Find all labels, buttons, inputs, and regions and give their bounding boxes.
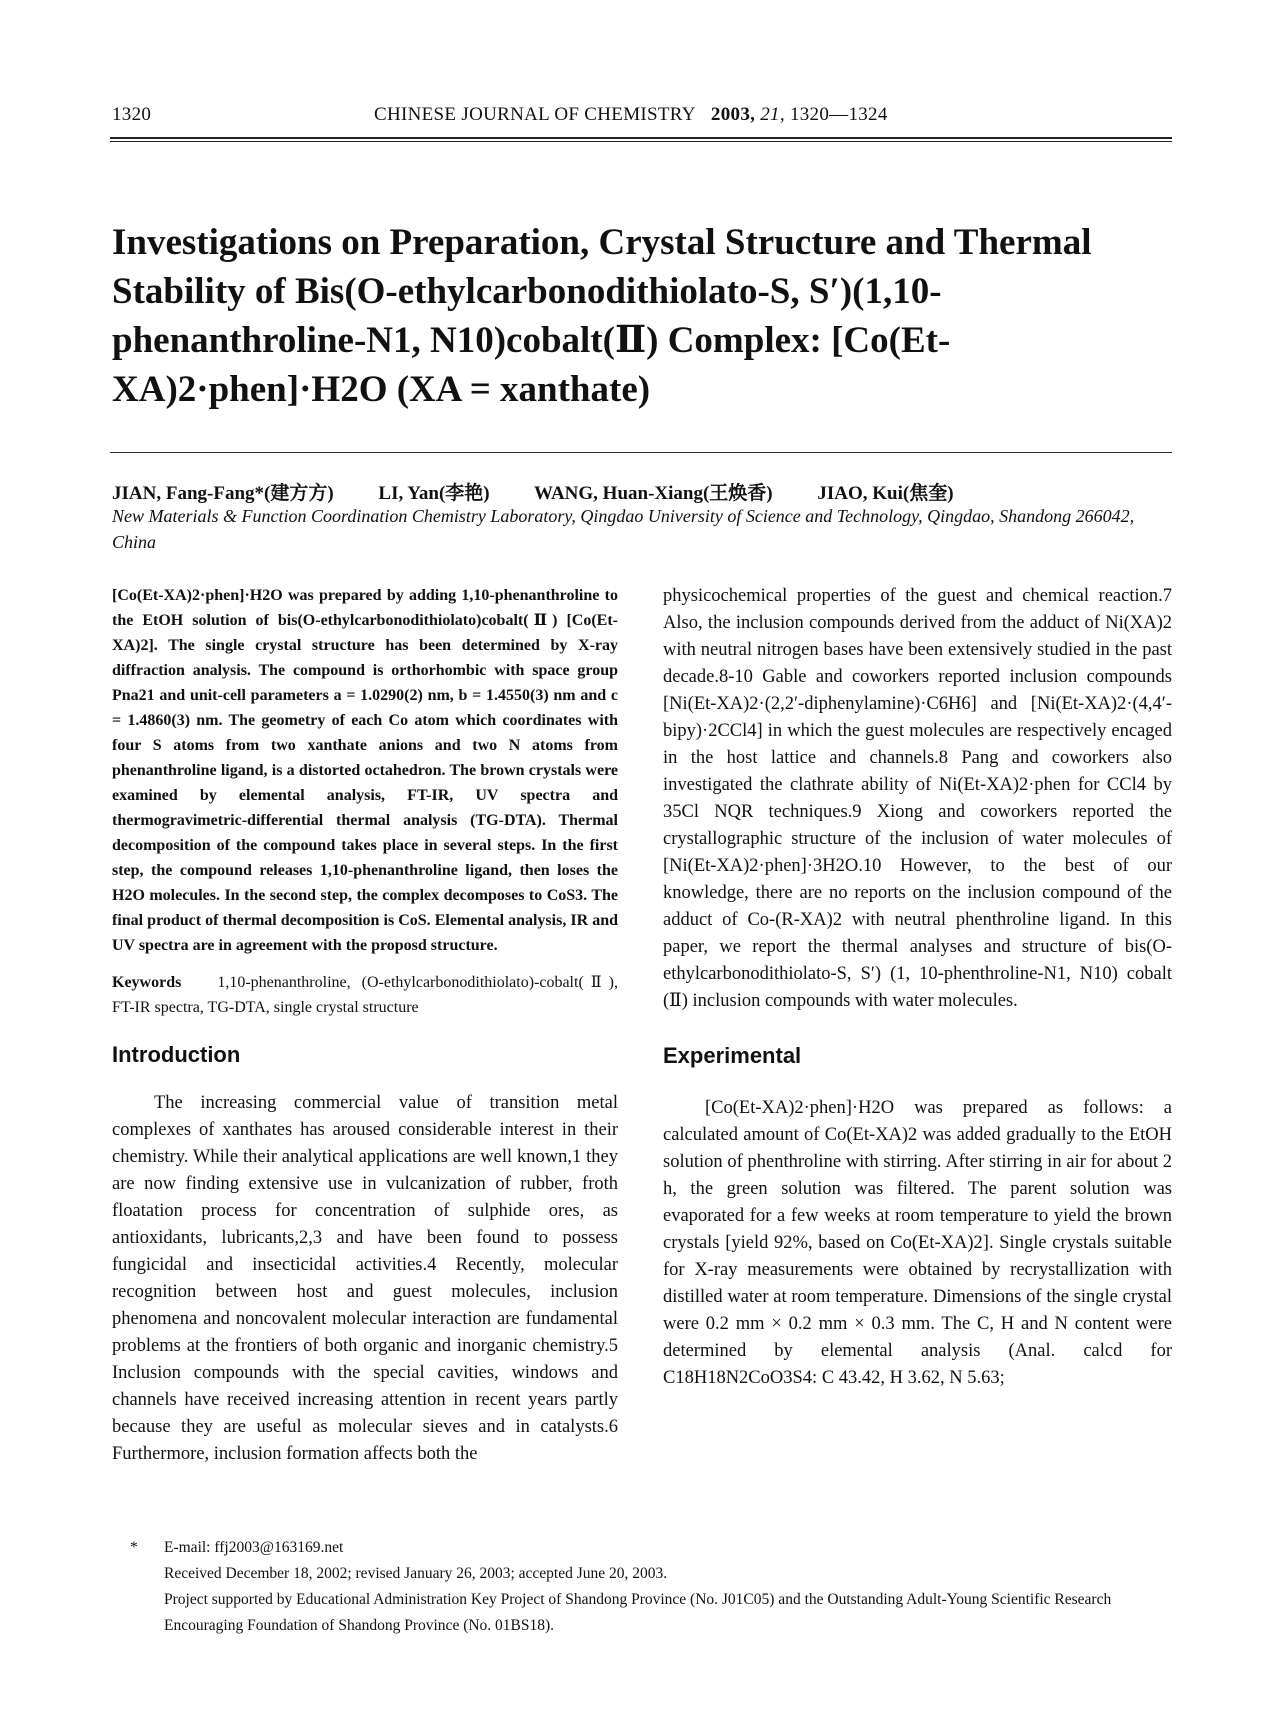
article-title: Investigations on Preparation, Crystal Structure and Thermal Stability of Bis(O-ethylcarbonodithiolato-S, S′)(1,10-phenanthroline-N1, N10)cobalt(Ⅱ) Complex: [Co(Et-XA)2·phen]·H2O (XA = xanthate) — [112, 222, 1092, 410]
footnote-funding: Project supported by Educational Administration Key Project of Shandong Province (No. J01C05) and the Outstanding Adult-Young Scientific Research Encouraging Foundation of Shandong Province (No. 01BS18). — [164, 1591, 1112, 1634]
corresponding-email: E-mail: ffj2003@163169.net — [164, 1539, 344, 1556]
footnote-star: * — [130, 1539, 138, 1556]
introduction-paragraph: The increasing commercial value of transition metal complexes of xanthates has aroused considerable interest in their chemistry. While their analytical applications are well known,1 they are now finding extensive use in vulcanization of rubber, froth floatation process for concentration of sulphide ores, as antioxidants, lubricants,2,3 and have been found to possess fungicidal and insecticidal activities.4 Recently, molecular recognition between host and guest molecules, inclusion phenomena and noncovalent molecular interaction are fundamental problems at the frontiers of both organic and inorganic chemistry.5 Inclusion compounds with the special cavities, windows and channels have received increasing attention in recent years partly because they are useful as molecular sieves and in catalysts.6 Furthermore, inclusion formation affects both the — [112, 1093, 618, 1464]
author-list — [112, 478, 1172, 505]
journal-volume: 21, — [760, 104, 785, 125]
author-affiliation: New Materials & Function Coordination Chemistry Laboratory, Qingdao University of Science and Technology, Qingdao, Shandong 266042, China — [112, 506, 1135, 552]
page-number: 1320 — [112, 104, 152, 125]
journal-pages: 1320—1324 — [789, 104, 888, 125]
experimental-paragraph: [Co(Et-XA)2·phen]·H2O was prepared as follows: a calculated amount of Co(Et-XA)2 was added gradually to the EtOH solution of phenthroline with stirring. After stirring in air for about 2 h, the green solution was filtered. The parent solution was evaporated for a few weeks at room temperature to yield the brown crystals [yield 92%, based on Co(Et-XA)2]. Single crystals suitable for X-ray measurements were obtained by recrystallization with distilled water at room temperature. Dimensions of the single crystal were 0.2 mm × 0.2 mm × 0.3 mm. The C, H and N content were determined by elemental analysis (Anal. calcd for C18H18N2CoO3S4: C 43.42, H 3.62, N 5.63; — [663, 1098, 1172, 1388]
abstract: [Co(Et-XA)2·phen]·H2O was prepared by adding 1,10-phenanthroline to the EtOH solution of bis(O-ethylcarbonodithiolato)cobalt(Ⅱ) [Co(Et-XA)2]. The single crystal structure has been determined by X-ray diffraction analysis. The compound is orthorhombic with space group Pna21 and unit-cell parameters a = 1.0290(2) nm, b = 1.4550(3) nm and c = 1.4860(3) nm. The geometry of each Co atom which coordinates with four S atoms from two xanthate anions and two N atoms from phenanthroline ligand, is a distorted octahedron. The brown crystals were examined by elemental analysis, FT-IR, UV spectra and thermogravimetric-differential thermal analysis (TG-DTA). Thermal decomposition of the compound takes place in several steps. In the first step, the compound releases 1,10-phenanthroline ligand, then loses the H2O molecules. In the second step, the complex decomposes to CoS3. The final product of thermal decomposition is CoS. Elemental analysis, IR and UV spectra are in agreement with the proposd structure. — [112, 587, 618, 954]
left-column — [112, 583, 618, 1468]
header-divider — [110, 137, 1172, 139]
introduction-continuation: physicochemical properties of the guest and chemical reaction.7 Also, the inclusion compounds derived from the adduct of Ni(XA)2 with neutral nitrogen bases have been extensively studied in the past decade.8-10 Gable and coworkers reported inclusion compounds [Ni(Et-XA)2·(2,2′-diphenylamine)·C6H6] and [Ni(Et-XA)2·(4,4′-bipy)·2CCl4] in which the guest molecules are respectively encaged in the host lattice and channels.8 Pang and coworkers also investigated the clathrate ability of Ni(Et-XA)2·phen for CCl4 by 35Cl NQR techniques.9 Xiong and coworkers reported the crystallographic structure of the inclusion of water molecules of [Ni(Et-XA)2·phen]·3H2O.10 However, to the best of our knowledge, there are no reports on the inclusion compound of the adduct of Co-(R-XA)2 with neutral phenthroline ligand. In this paper, we report the thermal analyses and structure of bis(O-ethylcarbonodithiolato-S, S′) (1, 10-phenthroline-N1, N10) cobalt (Ⅱ) inclusion compounds with water molecules. — [663, 586, 1172, 1011]
running-header — [112, 104, 1172, 130]
author-name: JIAN, Fang-Fang*(建方方) — [112, 483, 334, 504]
footnotes — [130, 1535, 1172, 1639]
author-name: JIAO, Kui(焦奎) — [817, 483, 954, 504]
experimental-heading: Experimental — [663, 1043, 802, 1068]
journal-citation — [374, 104, 888, 126]
right-column — [663, 583, 1172, 1392]
keywords-text: 1,10-phenanthroline, (O-ethylcarbonodithiolato)-cobalt(Ⅱ), FT-IR spectra, TG-DTA, single crystal structure — [112, 974, 618, 1016]
journal-year: 2003, — [710, 104, 756, 125]
header-divider-thin — [110, 141, 1172, 142]
keywords-label: Keywords — [112, 974, 182, 991]
footnote-email — [130, 1535, 1172, 1561]
footnote-received: Received December 18, 2002; revised January 26, 2003; accepted June 20, 2003. — [164, 1565, 668, 1582]
author-name: WANG, Huan-Xiang(王焕香) — [534, 483, 773, 504]
introduction-heading: Introduction — [112, 1042, 241, 1067]
keywords — [112, 970, 618, 1020]
journal-name: CHINESE JOURNAL OF CHEMISTRY — [374, 104, 696, 125]
title-divider — [110, 452, 1172, 453]
author-name: LI, Yan(李艳) — [378, 483, 490, 504]
